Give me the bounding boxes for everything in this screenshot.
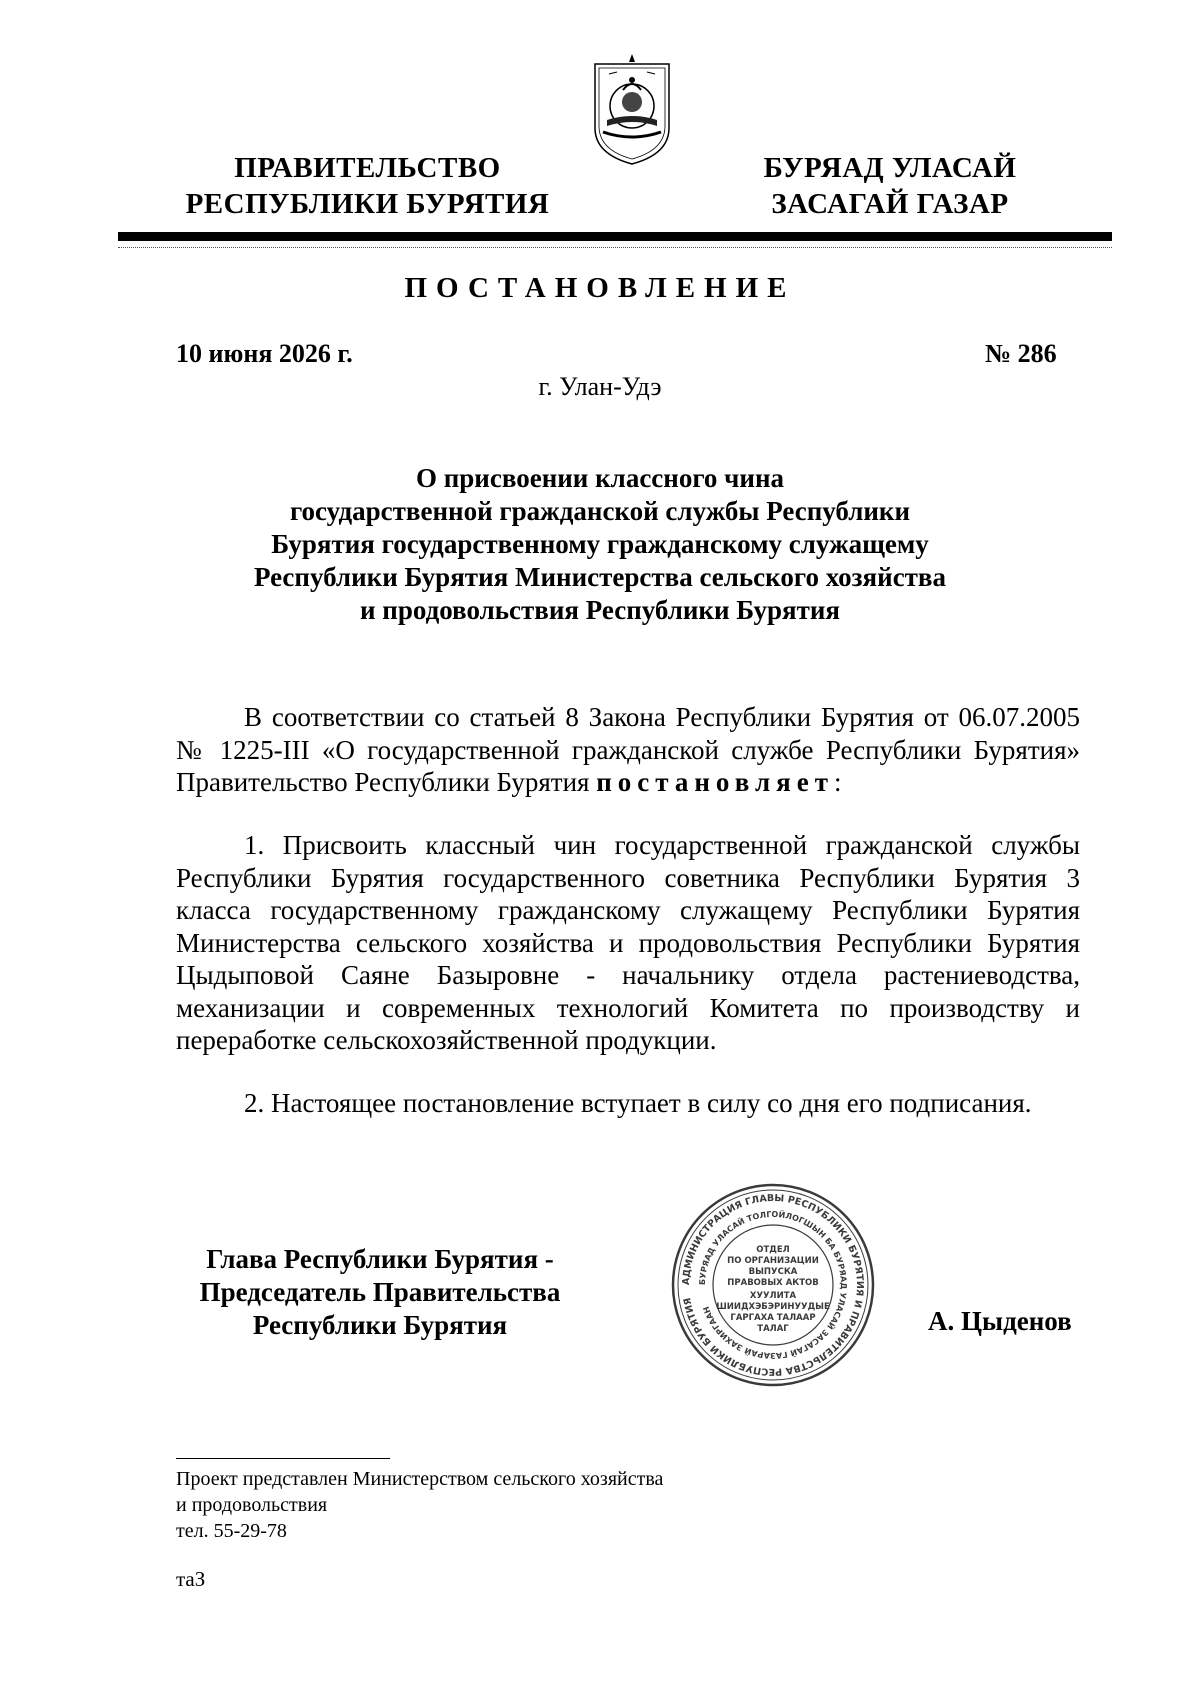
decree-word: постановляет (596, 767, 834, 797)
signatory-name: А. Цыденов (928, 1306, 1072, 1336)
coat-of-arms-emblem (587, 50, 677, 170)
signatory-title-line2: Председатель Правительства (199, 1277, 561, 1307)
document-city: г. Улан-Удэ (538, 372, 662, 401)
footnote (176, 1466, 663, 1544)
stamp-center-line: ПРАВОВЫХ АКТОВ (727, 1278, 819, 1288)
footnote-line2: и продовольствия (176, 1494, 328, 1516)
stamp-center-line: ВЫПУСКА (748, 1267, 798, 1277)
executor-code: таЗ (176, 1567, 206, 1591)
header-left-line1: ПРАВИТЕЛЬСТВО (234, 152, 501, 184)
footnote-line3: тел. 55-29-78 (176, 1520, 287, 1542)
header-left (170, 150, 565, 222)
document-number: № 286 (985, 339, 1057, 368)
stamp-center-line: ОТДЕЛ (756, 1245, 790, 1255)
header-rule-thick (118, 232, 1112, 241)
subject-line: и продовольствия Республики Бурятия (359, 595, 841, 625)
stamp-center-line: ХУУЛИТА (749, 1291, 797, 1301)
document-date: 10 июня 2026 г. (176, 339, 353, 368)
header-right-line1: БУРЯАД УЛАСАЙ (763, 152, 1017, 184)
header-right-line2: ЗАСАГАЙ ГАЗАР (771, 188, 1009, 220)
official-stamp (668, 1180, 878, 1390)
subject-line: О присвоении классного чина (415, 463, 785, 493)
preamble-text: В соответствии со статьей 8 Закона Республики Бурятия от 06.07.2005 № 1225-III «О государственной гражданской службе Республики Бурятия» Правительство Республики Бурятия (176, 702, 1080, 797)
stamp-center-line: ГАРГАХА ТАЛААР (730, 1313, 816, 1323)
header-rule-thin (118, 247, 1112, 248)
footnote-rule (176, 1458, 390, 1459)
subject-line: Бурятия государственному гражданскому служащему (271, 529, 929, 559)
stamp-center-line: ПО ОРГАНИЗАЦИИ (727, 1256, 819, 1266)
header-left-line2: РЕСПУБЛИКИ БУРЯТИЯ (185, 188, 550, 220)
subject-line: государственной гражданской службы Республики (289, 496, 911, 526)
subject-line: Республики Бурятия Министерства сельского хозяйства (253, 562, 947, 592)
preamble-end: : (833, 767, 842, 797)
header-right (740, 150, 1040, 222)
stamp-ring-text-inner: БУРЯАД УЛАСАЙ ТОЛГОЙЛОГШЫН БА БУРЯАД УЛАСАЙ ЗАСАГАЙ ГАЗАРАЙ ЗАХИРГААН (697, 1209, 849, 1361)
footnote-line1: Проект представлен Министерством сельского хозяйства (176, 1468, 664, 1490)
stamp-ring-text: АДМИНИСТРАЦИЯ ГЛАВЫ РЕСПУБЛИКИ БУРЯТИЯ И ПРАВИТЕЛЬСТВА РЕСПУБЛИКИ БУРЯТИЯ (680, 1192, 866, 1378)
document-subject (200, 462, 1000, 627)
signatory-title (170, 1243, 590, 1342)
preamble-paragraph (176, 701, 1080, 799)
signatory-title-line3: Республики Бурятия (252, 1310, 508, 1340)
document-type: ПОСТАНОВЛЕНИЕ (404, 272, 796, 304)
stamp-center-line: ТАЛАГ (757, 1324, 789, 1334)
item-2-paragraph: 2. Настоящее постановление вступает в силу со дня его подписания. (244, 1088, 1032, 1118)
signatory-title-line1: Глава Республики Бурятия - (206, 1244, 554, 1274)
item-1-paragraph: 1. Присвоить классный чин государственной гражданской службы Республики Бурятия государственного советника Республики Бурятия 3 класса государственному гражданскому служащему Республики Бурятия Министерства сельского хозяйства и продовольствия Республики Бурятия Цыдыповой Саяне Базыровне - начальнику отдела растениеводства, механизации и современных технологий Комитета по производству и переработке сельскохозяйственной продукции. (176, 830, 1080, 1055)
stamp-center-line: ШИИДХЭБЭРИНУУДЫЕ (716, 1302, 830, 1312)
